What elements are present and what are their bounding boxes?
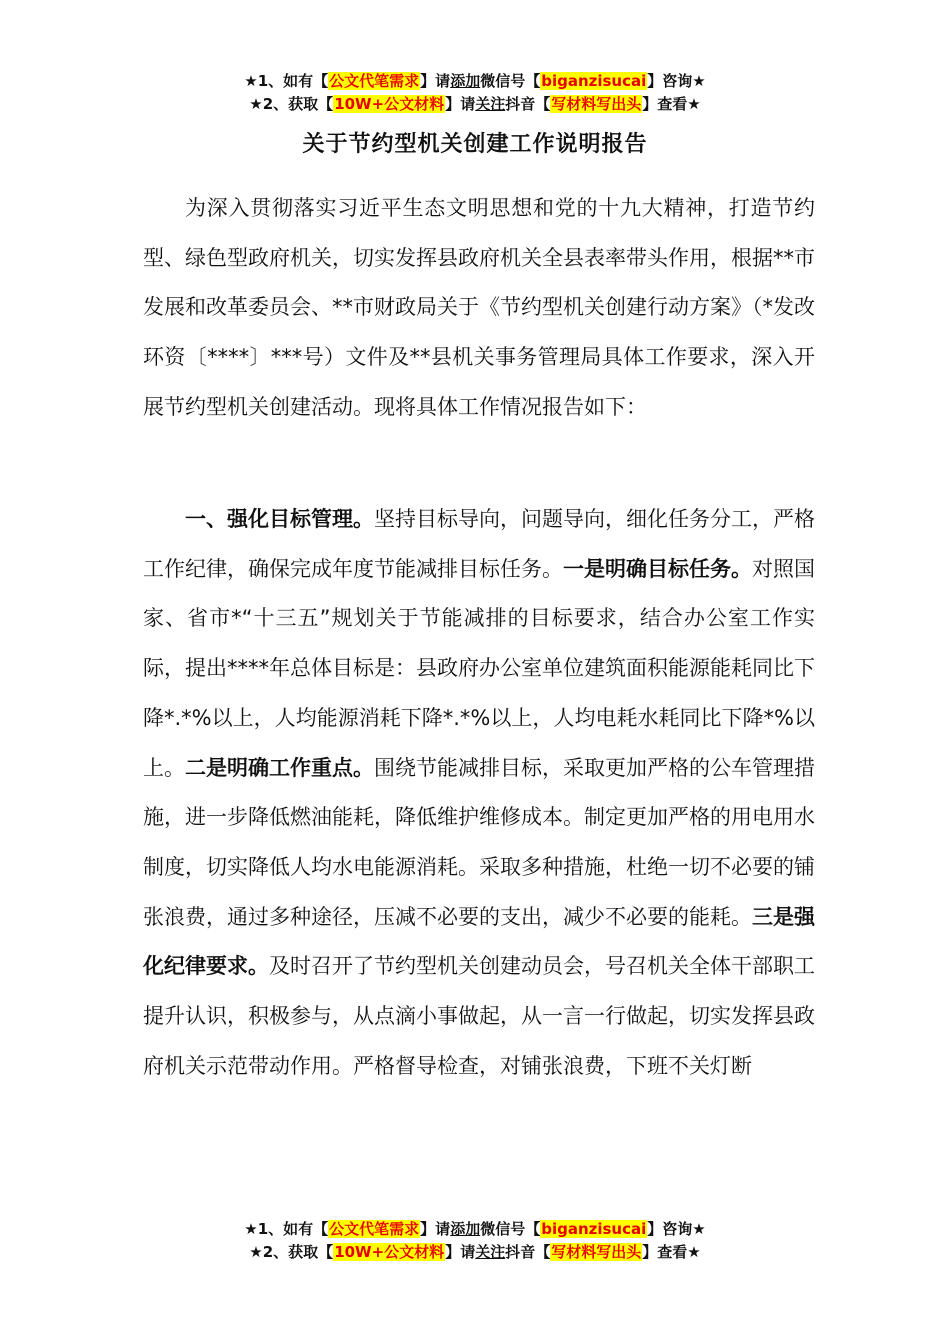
banner-text: ★2、获取【	[249, 1243, 334, 1261]
banner-text: ★2、获取【	[249, 95, 334, 113]
banner-line-1	[0, 1218, 950, 1241]
body-paragraph-1	[143, 184, 815, 433]
highlight-service: 公文代笔需求	[329, 72, 420, 90]
highlight-wechat-id: biganzisucai	[541, 1220, 647, 1238]
highlight-materials: 10W+公文材料	[334, 1243, 445, 1261]
banner-text: 】咨询★	[647, 72, 706, 90]
paragraph-text	[143, 495, 815, 1091]
sub-heading-1: 一是明确目标任务。	[563, 556, 752, 581]
sub-heading-3: 三是强化纪律要求。	[143, 904, 815, 979]
paragraph-text: 为深入贯彻落实习近平生态文明思想和党的十九大精神，打造节约型、绿色型政府机关，切实发挥县政府机关全县表率带头作用，根据**市发展和改革委员会、**市财政局关于《节约型机关创建行动方案》（*发改环资〔****〕***号）文件及**县机关事务管理局具体工作要求，深入开展节约型机关创建活动。现将具体工作情况报告如下：	[143, 196, 815, 419]
banner-text: 】请	[420, 1220, 451, 1238]
banner-text: ★1、如有【	[244, 72, 329, 90]
banner-underlined-text: 关注	[475, 95, 506, 113]
paragraph-span: 坚持目标导向，问题导向，细化任务分工，严格工作纪律，确保完成年度节能减排目标任务。	[143, 507, 815, 581]
section-heading: 一、强化目标管理。	[185, 507, 374, 531]
banner-underlined-text: 关注	[475, 1243, 506, 1261]
banner-underlined-text: 添加	[450, 1220, 481, 1238]
banner-text: 】查看★	[642, 95, 701, 113]
banner-text: 】请	[445, 95, 476, 113]
highlight-douyin-account: 写材料写出头	[551, 95, 642, 113]
paragraph-span: 及时召开了节约型机关创建动员会，号召机关全体干部职工提升认识，积极参与，从点滴小事做起，从一言一行做起，切实发挥县政府机关示范带动作用。严格督导检查，对铺张浪费，下班不关灯断	[143, 954, 815, 1078]
banner-line-2	[0, 1241, 950, 1264]
header-banner	[0, 70, 950, 116]
banner-line-1	[0, 70, 950, 93]
footer-banner	[0, 1218, 950, 1264]
banner-text: 微信号【	[480, 72, 541, 90]
banner-text: 抖音【	[505, 1243, 551, 1261]
banner-text: 】咨询★	[647, 1220, 706, 1238]
document-title: 关于节约型机关创建工作说明报告	[302, 132, 648, 157]
banner-line-2	[0, 93, 950, 116]
highlight-service: 公文代笔需求	[329, 1220, 420, 1238]
body-paragraph-2	[143, 495, 815, 1091]
banner-text: 】查看★	[642, 1243, 701, 1261]
sub-heading-2: 二是明确工作重点。	[185, 755, 374, 780]
banner-text: ★1、如有【	[244, 1220, 329, 1238]
highlight-materials: 10W+公文材料	[334, 95, 445, 113]
paragraph-span: 对照国家、省市*“十三五”规划关于节能减排的目标要求，结合办公室工作实际，提出****年总体目标是：县政府办公室单位建筑面积能源能耗同比下降*.*%以上，人均能源消耗下降*.*%以上，人均电耗水耗同比下降*%以上。	[143, 556, 815, 780]
banner-text: 】请	[420, 72, 451, 90]
banner-text: 】请	[445, 1243, 476, 1261]
banner-text: 微信号【	[480, 1220, 541, 1238]
highlight-wechat-id: biganzisucai	[541, 72, 647, 90]
paragraph-span: 围绕节能减排目标，采取更加严格的公车管理措施，进一步降低燃油能耗，降低维护维修成本。制定更加严格的用电用水制度，切实降低人均水电能源消耗。采取多种措施，杜绝一切不必要的铺张浪费，通过多种途径，压减不必要的支出，减少不必要的能耗。	[143, 755, 815, 929]
banner-text: 抖音【	[505, 95, 551, 113]
highlight-douyin-account: 写材料写出头	[551, 1243, 642, 1261]
banner-underlined-text: 添加	[450, 72, 481, 90]
